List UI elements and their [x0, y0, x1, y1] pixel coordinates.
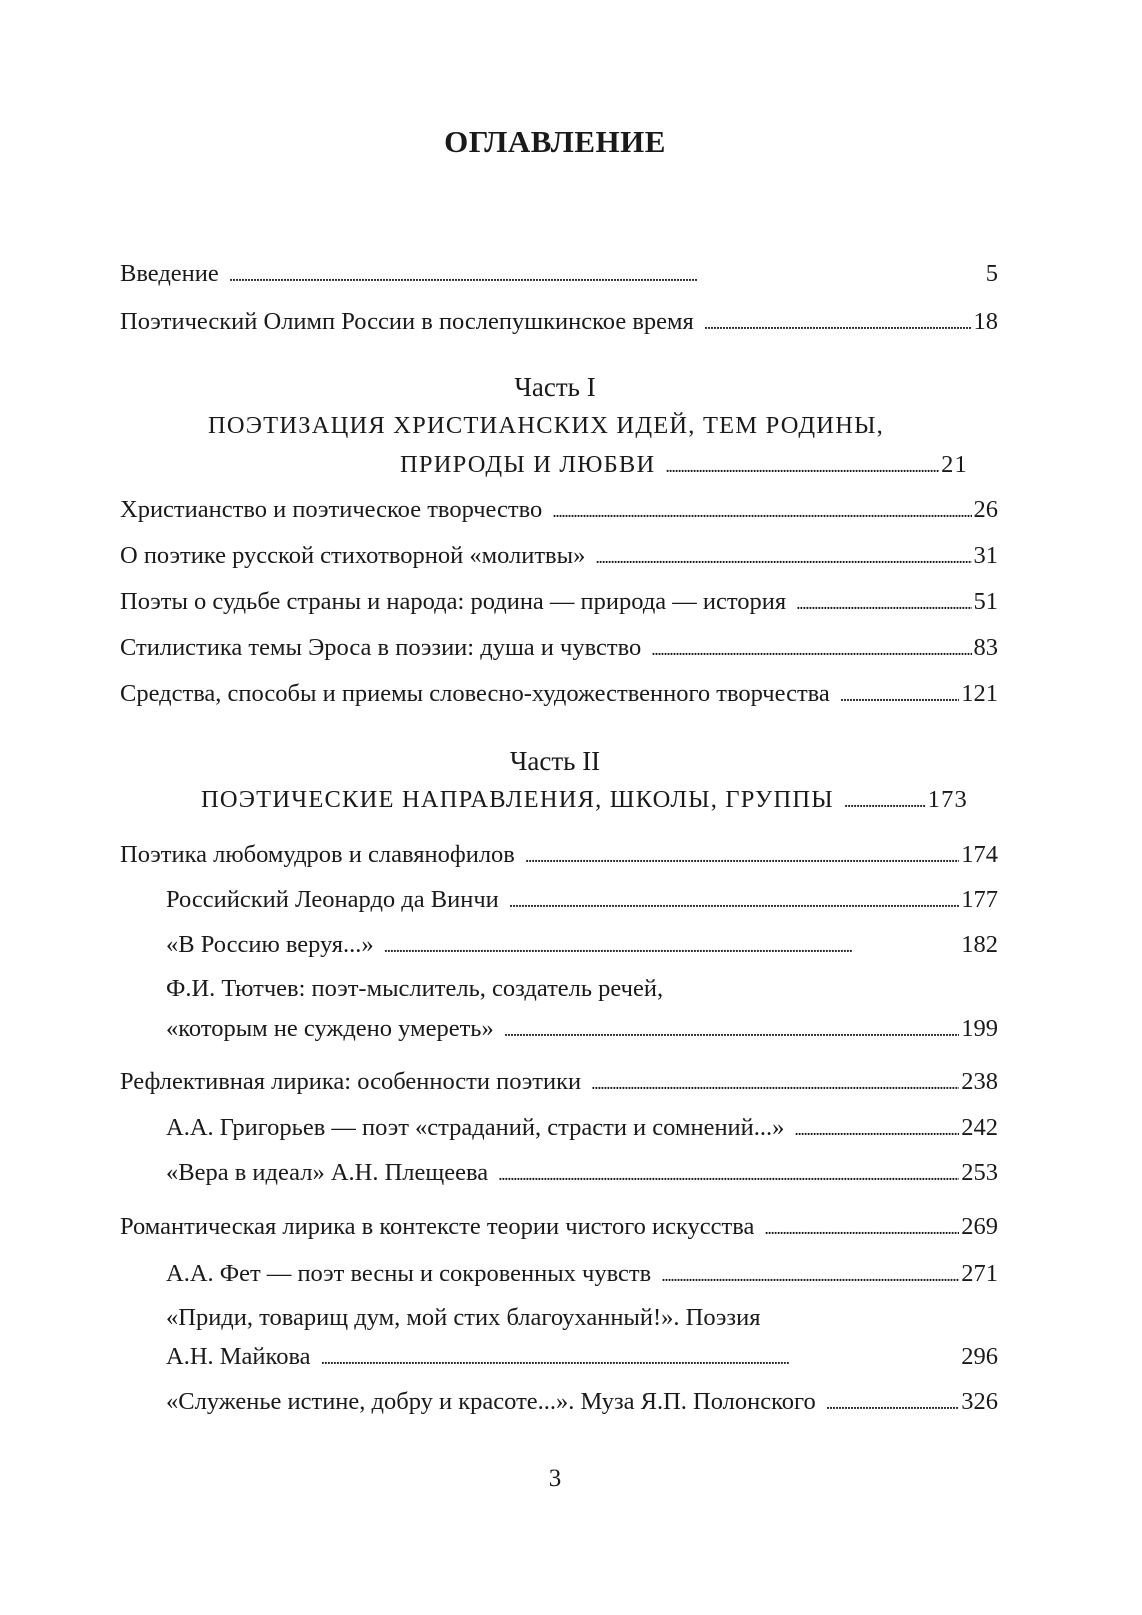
- toc-subentry[interactable]: [166, 1390, 998, 1415]
- entry-page: 326: [961, 1388, 998, 1415]
- entry-title: Рефлективная лирика: особенности поэтики: [120, 1068, 582, 1095]
- toc-entry[interactable]: [120, 682, 998, 707]
- toc-entry-introduction[interactable]: [120, 262, 998, 287]
- entry-page: 173: [927, 786, 968, 813]
- part-heading-text: ПРИРОДЫ И ЛЮБВИ: [400, 451, 656, 478]
- toc-section[interactable]: [120, 1070, 998, 1095]
- entry-title: «Вера в идеал» А.Н. Плещеева: [166, 1159, 489, 1186]
- entry-page: 269: [961, 1213, 998, 1240]
- toc-section[interactable]: [120, 1215, 998, 1240]
- entry-title: Христианство и поэтическое творчество: [120, 496, 543, 523]
- entry-page: 121: [961, 680, 998, 707]
- entry-title: Поэты о судьбе страны и народа: родина — природа — история: [120, 588, 787, 615]
- leader-dots: [794, 1116, 959, 1141]
- leader-dots: [498, 1161, 959, 1186]
- leader-dots: [796, 590, 971, 615]
- toc-section[interactable]: [120, 843, 998, 868]
- page-title: ОГЛАВЛЕНИЕ: [444, 124, 666, 159]
- entry-page: 26: [973, 496, 998, 523]
- entry-title: «которым не суждено умереть»: [166, 1015, 494, 1042]
- entry-page: 18: [973, 308, 998, 335]
- part-heading-text: ПОЭТИЧЕСКИЕ НАПРАВЛЕНИЯ, ШКОЛЫ, ГРУППЫ: [201, 786, 834, 813]
- entry-title: А.А. Григорьев — поэт «страданий, страсти и сомнений...»: [166, 1114, 785, 1141]
- leader-dots: [661, 1262, 959, 1287]
- entry-page: 31: [973, 542, 998, 569]
- entry-page: 199: [961, 1015, 998, 1042]
- leader-dots: [552, 498, 971, 523]
- entry-page: 5: [985, 260, 998, 287]
- toc-subentry[interactable]: [166, 933, 998, 958]
- toc-subentry-line1[interactable]: Ф.И. Тютчев: поэт-мыслитель, создатель речей,: [166, 975, 664, 1002]
- entry-page: 253: [961, 1159, 998, 1186]
- leader-dots: [504, 1017, 960, 1042]
- toc-subentry-line1[interactable]: «Приди, товарищ дум, мой стих благоуханный!». Поэзия: [166, 1304, 761, 1331]
- leader-dots: [229, 262, 984, 287]
- leader-dots: [591, 1070, 959, 1095]
- entry-page: 271: [961, 1260, 998, 1287]
- part-2-label: Часть II: [509, 746, 601, 776]
- toc-subentry[interactable]: [166, 1017, 998, 1042]
- toc-subentry[interactable]: [166, 1262, 998, 1287]
- entry-title: Стилистика темы Эроса в поэзии: душа и чувство: [120, 634, 642, 661]
- toc-subentry[interactable]: [166, 1161, 998, 1186]
- entry-title: Средства, способы и приемы словесно-художественного творчества: [120, 680, 830, 707]
- entry-title: Поэтический Олимп России в послепушкинское время: [120, 308, 694, 335]
- leader-dots: [509, 888, 959, 913]
- entry-title: Российский Леонардо да Винчи: [166, 886, 499, 913]
- leader-dots: [826, 1390, 960, 1415]
- toc-subentry[interactable]: [166, 888, 998, 913]
- entry-page: 182: [961, 931, 998, 958]
- toc-entry[interactable]: [120, 498, 998, 523]
- leader-dots: [651, 636, 971, 661]
- toc-entry[interactable]: [120, 590, 998, 615]
- entry-title: А.Н. Майкова: [166, 1343, 311, 1370]
- part-1-label: Часть I: [514, 372, 596, 402]
- leader-dots: [665, 453, 939, 478]
- entry-title: Введение: [120, 260, 219, 287]
- toc-entry[interactable]: [120, 544, 998, 569]
- entry-title: Поэтика любомудров и славянофилов: [120, 841, 515, 868]
- leader-dots: [525, 843, 959, 868]
- leader-dots: [764, 1215, 959, 1240]
- toc-subentry[interactable]: [166, 1116, 998, 1141]
- part-1-heading[interactable]: [400, 453, 968, 478]
- part-1-heading-line1: ПОЭТИЗАЦИЯ ХРИСТИАНСКИХ ИДЕЙ, ТЕМ РОДИНЫ,: [208, 412, 884, 439]
- entry-page: 51: [973, 588, 998, 615]
- page-number: 3: [548, 1465, 562, 1492]
- entry-title: «В Россию веруя...»: [166, 931, 374, 958]
- part-2-heading[interactable]: [201, 788, 968, 813]
- leader-dots: [704, 310, 972, 335]
- entry-page: 83: [973, 634, 998, 661]
- entry-page: 238: [961, 1068, 998, 1095]
- leader-dots: [384, 933, 960, 958]
- entry-title: О поэтике русской стихотворной «молитвы»: [120, 542, 586, 569]
- leader-dots: [321, 1345, 960, 1370]
- leader-dots: [844, 788, 926, 813]
- entry-title: «Служенье истине, добру и красоте...». Муза Я.П. Полонского: [166, 1388, 816, 1415]
- entry-page: 296: [961, 1343, 998, 1370]
- entry-page: 21: [941, 451, 968, 478]
- toc-entry[interactable]: [120, 636, 998, 661]
- leader-dots: [840, 682, 959, 707]
- entry-page: 174: [961, 841, 998, 868]
- entry-title: Романтическая лирика в контексте теории чистого искусства: [120, 1213, 755, 1240]
- entry-title: А.А. Фет — поэт весны и сокровенных чувств: [166, 1260, 652, 1287]
- toc-entry-olympus[interactable]: [120, 310, 998, 335]
- toc-subentry[interactable]: [166, 1345, 998, 1370]
- leader-dots: [595, 544, 971, 569]
- entry-page: 177: [961, 886, 998, 913]
- entry-page: 242: [961, 1114, 998, 1141]
